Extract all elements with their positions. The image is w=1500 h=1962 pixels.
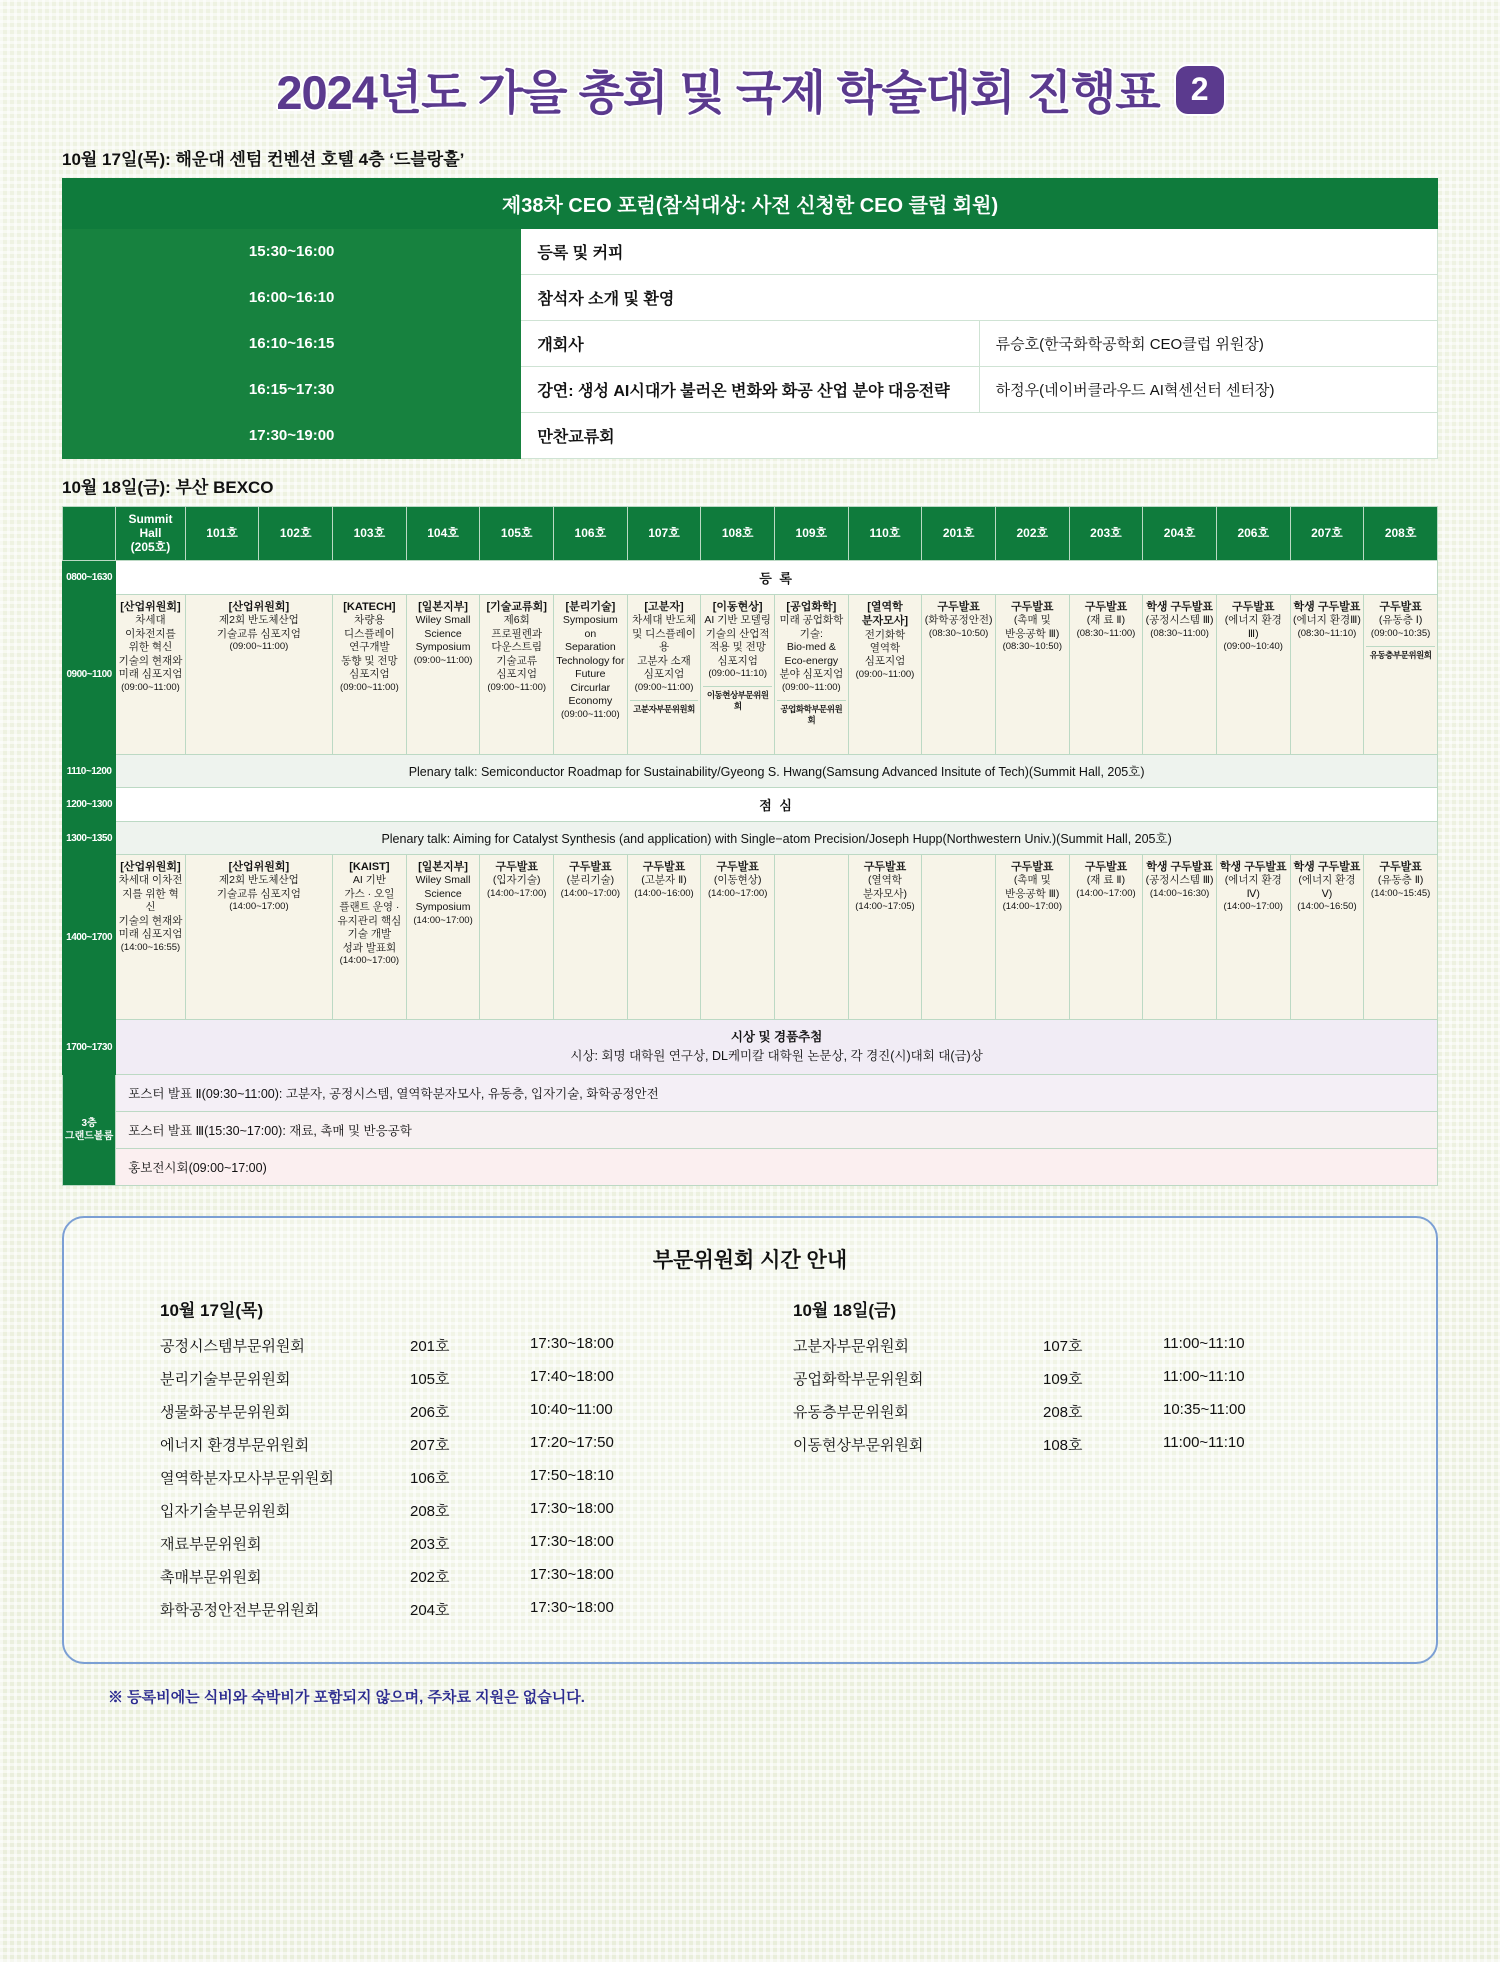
session-cell[interactable]: 학생 구두발표 (에너지 환경 Ⅴ) (14:00~16:50): [1290, 855, 1364, 1020]
list-item: [160, 1368, 763, 1389]
subcommittee-day1-time: 17:30~18:00: [530, 1565, 614, 1583]
grid-corner: [63, 507, 116, 561]
ceo-row-topic: 개회사: [521, 321, 979, 367]
ceo-forum-table: [62, 178, 1438, 459]
subcommittee-day1-time: 10:40~11:00: [530, 1400, 613, 1418]
list-item: [160, 1599, 763, 1620]
ceo-table-header: 제38차 CEO 포럼(참석대상: 사전 신청한 CEO 클럽 회원): [63, 179, 1438, 229]
session-cell[interactable]: 구두발표 (화학공정안전) (08:30~10:50): [922, 595, 996, 755]
subcommittee-day1-name: 분리기술부문위원회: [160, 1370, 291, 1388]
day2-heading: 10월 18일(금): 부산 BEXCO: [62, 478, 274, 497]
room-header-5: 105호: [480, 507, 554, 561]
room-header-15: 206호: [1216, 507, 1290, 561]
list-item: [160, 1467, 763, 1488]
subcommittee-info-box: [62, 1216, 1438, 1664]
session-cell[interactable]: [분리기술] Symposium on Separation Technology for Future Circurlar Economy (09:00~11:00): [554, 595, 628, 755]
session-cell[interactable]: 구두발표 (촉매 및 반응공학 Ⅲ) (14:00~17:00): [995, 855, 1069, 1020]
session-cell[interactable]: 구두발표 (촉매 및 반응공학 Ⅲ) (08:30~10:50): [995, 595, 1069, 755]
ceo-row-topic: 등록 및 커피: [521, 229, 1438, 275]
time-label: 1700~1730: [63, 1020, 116, 1075]
subcommittee-day2-heading: 10월 18일(금): [793, 1300, 897, 1320]
time-label: 1110~1200: [63, 755, 116, 788]
ceo-row-time: 17:30~19:00: [63, 413, 521, 459]
list-item: [793, 1368, 1396, 1389]
plenary-1-row: [63, 755, 1438, 788]
room-header-6: 106호: [554, 507, 628, 561]
session-cell[interactable]: 구두발표 (이동현상) (14:00~17:00): [701, 855, 775, 1020]
day1-heading: 10월 17일(목): 해운대 센텀 컨벤션 호텔 4층 ‘드블랑홀’: [62, 150, 465, 169]
subcommittee-day2-name: 유동층부문위원회: [793, 1403, 909, 1421]
subcommittee-day1-room: 206호: [410, 1403, 450, 1421]
subcommittee-day2-name: 이동현상부문위원회: [793, 1436, 924, 1454]
session-cell[interactable]: [공업화학] 미래 공업화학 기술: Bio-med & Eco-energy 분야 심포지엄 (09:00~11:00) 공업화학부문위원회: [775, 595, 849, 755]
list-item: [160, 1500, 763, 1521]
subcommittee-day1-heading: 10월 17일(목): [160, 1300, 264, 1320]
registration-row: [63, 561, 1438, 595]
subcommittee-day1-name: 입자기술부문위원회: [160, 1502, 291, 1520]
session-cell[interactable]: [산업위원회] 차세대 이차전지를 위한 혁신 기술의 현재와 미래 심포지엄 (09:00~11:00): [116, 595, 186, 755]
session-cell[interactable]: [기술교류회] 제6회 프로필렌과 다운스트림 기술교류 심포지엄 (09:00~11:00): [480, 595, 554, 755]
session-cell[interactable]: [일본지부] Wiley Small Science Symposium (14:00~17:00): [406, 855, 480, 1020]
bexco-schedule-grid: [62, 506, 1438, 1186]
page-number-badge: 2: [1176, 66, 1224, 114]
list-item: [160, 1434, 763, 1455]
lunch-row: [63, 788, 1438, 822]
subcommittee-day1-name: 에너지 환경부문위원회: [160, 1436, 310, 1454]
session-cell[interactable]: 구두발표 (입자기술) (14:00~17:00): [480, 855, 554, 1020]
room-header-10: 110호: [848, 507, 922, 561]
ceo-row-time: 16:15~17:30: [63, 367, 521, 413]
subcommittee-day2-column: [793, 1296, 1396, 1632]
subcommittee-day2-time: 10:35~11:00: [1163, 1400, 1246, 1418]
page-title-block: [0, 0, 1500, 131]
session-cell[interactable]: [922, 855, 996, 1020]
session-cell[interactable]: 학생 구두발표 (공정시스템 Ⅲ) (08:30~11:00): [1143, 595, 1217, 755]
subcommittee-day1-name: 공정시스템부문위원회: [160, 1337, 305, 1355]
session-cell[interactable]: 구두발표 (에너지 환경 Ⅲ) (09:00~10:40): [1216, 595, 1290, 755]
room-header-11: 201호: [922, 507, 996, 561]
page-title: 2024년도 가을 총회 및 국제 학술대회 진행표: [276, 66, 1160, 119]
session-cell[interactable]: [산업위원회] 제2회 반도체산업 기술교류 심포지엄 (09:00~11:00): [185, 595, 332, 755]
list-item: [793, 1335, 1396, 1356]
subcommittee-day1-time: 17:40~18:00: [530, 1367, 614, 1385]
table-row: [63, 321, 1438, 367]
room-header-14: 204호: [1143, 507, 1217, 561]
session-cell[interactable]: 구두발표 (유동층 Ⅰ) (09:00~10:35) 유동층부문위원회: [1364, 595, 1438, 755]
session-cell[interactable]: [일본지부] Wiley Small Science Symposium (09:00~11:00): [406, 595, 480, 755]
ceo-row-topic: 만찬교류회: [521, 413, 1438, 459]
session-cell[interactable]: 구두발표 (유동층 Ⅱ) (14:00~15:45): [1364, 855, 1438, 1020]
subcommittee-day1-room: 204호: [410, 1601, 450, 1619]
session-cell[interactable]: 학생 구두발표 (공정시스템 Ⅲ) (14:00~16:30): [1143, 855, 1217, 1020]
afternoon-session-row: [63, 855, 1438, 1020]
subcommittee-day1-room: 203호: [410, 1535, 450, 1553]
room-header-17: 208호: [1364, 507, 1438, 561]
session-cell[interactable]: 구두발표 (분리기술) (14:00~17:00): [554, 855, 628, 1020]
table-row: [63, 367, 1438, 413]
subcommittee-day1-time: 17:30~18:00: [530, 1499, 614, 1517]
session-cell[interactable]: [열역학 분자모사] 전기화학 열역학 심포지엄 (09:00~11:00): [848, 595, 922, 755]
subcommittee-day2-time: 11:00~11:10: [1163, 1334, 1245, 1352]
session-cell[interactable]: [KAIST] AI 기반 가스 · 오일 플랜트 운영 · 유지관리 핵심 기술 개발 성과 발표회 (14:00~17:00): [333, 855, 407, 1020]
room-header-0: Summit Hall (205호): [116, 507, 186, 561]
subcommittee-day2-room: 208호: [1043, 1403, 1083, 1421]
registration-band: 등 록: [116, 561, 1438, 595]
morning-session-row: [63, 595, 1438, 755]
list-item: [793, 1434, 1396, 1455]
room-header-7: 107호: [627, 507, 701, 561]
subcommittee-day1-name: 촉매부문위원회: [160, 1568, 262, 1586]
subcommittee-day1-room: 201호: [410, 1337, 450, 1355]
list-item: [160, 1566, 763, 1587]
session-cell[interactable]: [이동현상] AI 기반 모델링 기술의 산업적 적용 및 전망 심포지엄 (09:00~11:10) 이동현상부문위원회: [701, 595, 775, 755]
session-cell[interactable]: 구두발표 (고분자 Ⅱ) (14:00~16:00): [627, 855, 701, 1020]
subcommittee-day1-time: 17:50~18:10: [530, 1466, 614, 1484]
subcommittee-day2-room: 107호: [1043, 1337, 1083, 1355]
subcommittee-day1-name: 열역학분자모사부문위원회: [160, 1469, 334, 1487]
time-label: 1200~1300: [63, 788, 116, 822]
room-header-3: 103호: [333, 507, 407, 561]
plenary-1-text: Plenary talk: Semiconductor Roadmap for Sustainability/Gyeong S. Hwang(Samsung Advanced Insitute of Tech)(Summit Hall, 205호): [116, 755, 1438, 788]
room-header-8: 108호: [701, 507, 775, 561]
award-text: 시상 및 경품추첨 시상: 회명 대학원 연구상, DL케미칼 대학원 논문상, 각 경진(시)대회 대(금)상: [116, 1020, 1438, 1075]
subcommittee-title: 부문위원회 시간 안내: [652, 1248, 848, 1272]
table-row: [63, 229, 1438, 275]
footnote: ※ 등록비에는 식비와 숙박비가 포함되지 않으며, 주차료 지원은 없습니다.: [108, 1688, 585, 1706]
subcommittee-day1-time: 17:30~18:00: [530, 1532, 614, 1550]
subcommittee-day1-room: 208호: [410, 1502, 450, 1520]
plenary-2-row: [63, 822, 1438, 855]
subcommittee-day2-time: 11:00~11:10: [1163, 1367, 1245, 1385]
lunch-band: 점 심: [116, 788, 1438, 822]
session-cell[interactable]: 구두발표 (재 료 Ⅱ) (14:00~17:00): [1069, 855, 1143, 1020]
time-label: 1300~1350: [63, 822, 116, 855]
session-cell[interactable]: 구두발표 (재 료 Ⅱ) (08:30~11:00): [1069, 595, 1143, 755]
list-item: [160, 1533, 763, 1554]
session-cell[interactable]: [775, 855, 849, 1020]
ceo-row-topic: 강연: 생성 AI시대가 불러온 변화와 화공 산업 분야 대응전략: [521, 367, 979, 413]
poster-text[interactable]: 포스터 발표 Ⅲ(15:30~17:00): 재료, 촉매 및 반응공학: [116, 1111, 1438, 1148]
poster-text[interactable]: 홍보전시회(09:00~17:00): [116, 1148, 1438, 1185]
list-item: [160, 1335, 763, 1356]
subcommittee-day1-room: 106호: [410, 1469, 450, 1487]
floor-label: 3층 그랜드볼룸: [63, 1074, 116, 1185]
time-label: 0900~1100: [63, 595, 116, 755]
subcommittee-day1-time: 17:30~18:00: [530, 1598, 614, 1616]
room-header-13: 203호: [1069, 507, 1143, 561]
poster-text[interactable]: 포스터 발표 Ⅱ(09:30~11:00): 고분자, 공정시스템, 열역학분자모사, 유동층, 입자기술, 화학공정안전: [116, 1074, 1438, 1111]
subcommittee-day2-room: 109호: [1043, 1370, 1083, 1388]
poster-row: [63, 1074, 1438, 1111]
time-label: 0800~1630: [63, 561, 116, 595]
ceo-row-time: 16:10~16:15: [63, 321, 521, 367]
subcommittee-day2-room: 108호: [1043, 1436, 1083, 1454]
room-header-9: 109호: [775, 507, 849, 561]
table-row: [63, 275, 1438, 321]
room-header-16: 207호: [1290, 507, 1364, 561]
ceo-row-speaker: 류승호(한국화학공학회 CEO클럽 위원장): [979, 321, 1437, 367]
award-row: [63, 1020, 1438, 1075]
plenary-2-text: Plenary talk: Aiming for Catalyst Synthesis (and application) with Single−atom Precision/Joseph Hupp(Northwestern Univ.)(Summit Hall, 205호): [116, 822, 1438, 855]
subcommittee-day1-room: 202호: [410, 1568, 450, 1586]
subcommittee-day1-name: 재료부문위원회: [160, 1535, 262, 1553]
subcommittee-day1-column: [160, 1296, 763, 1632]
subcommittee-day1-time: 17:20~17:50: [530, 1433, 614, 1451]
ceo-row-topic: 참석자 소개 및 환영: [521, 275, 1438, 321]
subcommittee-day1-name: 화학공정안전부문위원회: [160, 1601, 320, 1619]
room-header-4: 104호: [406, 507, 480, 561]
session-cell[interactable]: 학생 구두발표 (에너지 환경Ⅲ) (08:30~11:10): [1290, 595, 1364, 755]
list-item: [160, 1401, 763, 1422]
session-cell[interactable]: [KATECH] 차량용 디스플레이 연구개발 동향 및 전망 심포지엄 (09:00~11:00): [333, 595, 407, 755]
list-item: [793, 1401, 1396, 1422]
subcommittee-day1-room: 207호: [410, 1436, 450, 1454]
ceo-row-speaker: 하정우(네이버클라우드 AI혁센선터 센터장): [979, 367, 1437, 413]
poster-row: [63, 1111, 1438, 1148]
poster-row: [63, 1148, 1438, 1185]
table-row: [63, 413, 1438, 459]
ceo-row-time: 15:30~16:00: [63, 229, 521, 275]
ceo-row-time: 16:00~16:10: [63, 275, 521, 321]
time-label: 1400~1700: [63, 855, 116, 1020]
room-header-2: 102호: [259, 507, 333, 561]
subcommittee-day2-name: 고분자부문위원회: [793, 1337, 909, 1355]
session-cell[interactable]: 구두발표 (열역학 분자모사) (14:00~17:05): [848, 855, 922, 1020]
session-cell[interactable]: 학생 구두발표 (에너지 환경 Ⅳ) (14:00~17:00): [1216, 855, 1290, 1020]
session-cell[interactable]: [고분자] 차세대 반도체 및 디스플레이용 고분자 소재 심포지엄 (09:00~11:00) 고분자부문위원회: [627, 595, 701, 755]
session-cell[interactable]: [산업위원회] 차세대 이차전 지를 위한 혁신 기술의 현재와 미래 심포지엄 (14:00~16:55): [116, 855, 186, 1020]
subcommittee-day1-name: 생물화공부문위원회: [160, 1403, 291, 1421]
room-header-1: 101호: [185, 507, 259, 561]
subcommittee-day2-time: 11:00~11:10: [1163, 1433, 1245, 1451]
session-cell[interactable]: [산업위원회] 제2회 반도체산업 기술교류 심포지엄 (14:00~17:00): [185, 855, 332, 1020]
room-header-12: 202호: [995, 507, 1069, 561]
subcommittee-day1-time: 17:30~18:00: [530, 1334, 614, 1352]
subcommittee-day1-room: 105호: [410, 1370, 450, 1388]
subcommittee-day2-name: 공업화학부문위원회: [793, 1370, 924, 1388]
